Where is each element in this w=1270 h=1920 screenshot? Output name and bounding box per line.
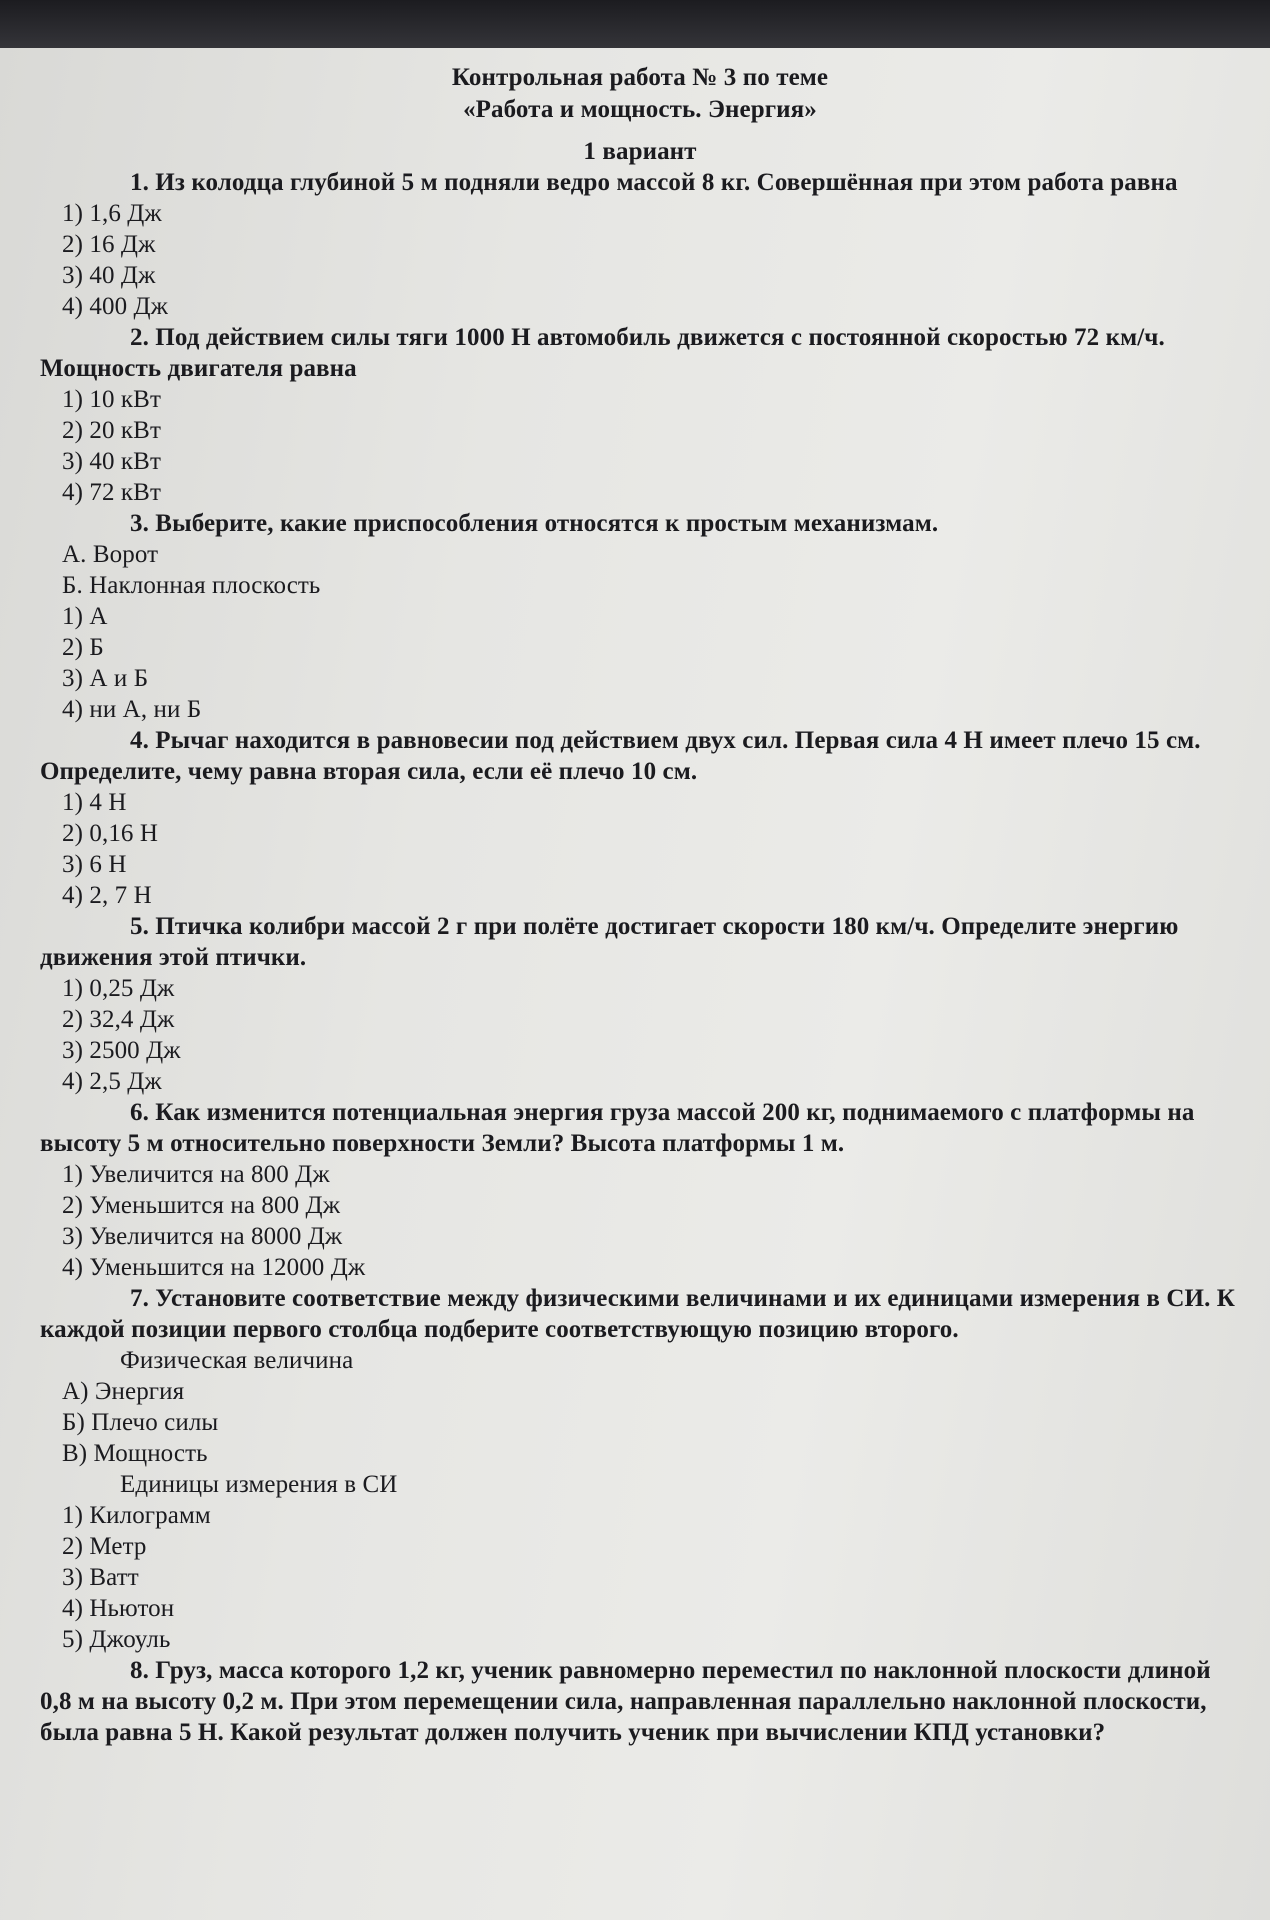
answer-option: 4) ни А, ни Б: [62, 696, 202, 723]
document-page: [0, 48, 1270, 1920]
question-2: [40, 322, 1240, 508]
column-caption: Единицы измерения в СИ: [120, 1471, 398, 1498]
doc-topic: «Работа и мощность. Энергия»: [463, 96, 817, 123]
doc-title: Контрольная работа № 3 по теме: [451, 64, 829, 91]
answer-option: 4) 72 кВт: [62, 479, 161, 506]
quantity-item: А) Энергия: [62, 1378, 185, 1405]
statement-item: Б. Наклонная плоскость: [62, 572, 321, 599]
answer-option: 1) Увеличится на 800 Дж: [62, 1161, 330, 1188]
answer-option: 1) 0,25 Дж: [62, 975, 175, 1002]
question-7: [40, 1283, 1240, 1655]
unit-item: 4) Ньютон: [62, 1595, 175, 1622]
question-4: [40, 725, 1240, 911]
unit-item: 1) Килограмм: [62, 1502, 211, 1529]
answer-option: 4) 2,5 Дж: [62, 1068, 162, 1095]
question-8: [40, 1655, 1240, 1748]
question-3: [40, 508, 1240, 725]
column-caption: Физическая величина: [120, 1347, 354, 1374]
answer-option: 4) Уменьшится на 12000 Дж: [62, 1254, 366, 1281]
answer-option: 3) Увеличится на 8000 Дж: [62, 1223, 343, 1250]
question-1: [40, 167, 1240, 322]
question-5: [40, 911, 1240, 1097]
answer-option: 1) 4 Н: [62, 789, 127, 816]
answer-option: 3) 40 кВт: [62, 448, 161, 475]
unit-item: 2) Метр: [62, 1533, 147, 1560]
unit-item: 5) Джоуль: [62, 1626, 171, 1653]
answer-option: 1) 10 кВт: [62, 386, 161, 413]
answer-option: 2) Уменьшится на 800 Дж: [62, 1192, 341, 1219]
answer-option: 2) 16 Дж: [62, 231, 156, 258]
answer-option: 3) А и Б: [62, 665, 149, 692]
answer-option: 4) 2, 7 Н: [62, 882, 152, 909]
question-text: 3. Выберите, какие приспособления относятся к простым механизмам.: [130, 510, 939, 537]
question-text: 8. Груз, масса которого 1,2 кг, ученик равномерно переместил по наклонной плоскости длиной 0,8 м на высоту 0,2 м. При этом перемещении сила, направленная параллельно наклонной плоскости, была равна 5 Н. Какой результат должен получить ученик при вычислении КПД установки?: [40, 1657, 1211, 1746]
answer-option: 1) А: [62, 603, 108, 630]
question-6: [40, 1097, 1240, 1283]
answer-option: 2) 0,16 Н: [62, 820, 159, 847]
answer-option: 4) 400 Дж: [62, 293, 169, 320]
answer-option: 3) 2500 Дж: [62, 1037, 181, 1064]
answer-option: 3) 40 Дж: [62, 262, 156, 289]
answer-option: 2) 20 кВт: [62, 417, 161, 444]
answer-option: 2) 32,4 Дж: [62, 1006, 175, 1033]
unit-item: 3) Ватт: [62, 1564, 139, 1591]
quantity-item: В) Мощность: [62, 1440, 208, 1467]
answer-option: 3) 6 Н: [62, 851, 127, 878]
question-text: 6. Как изменится потенциальная энергия груза массой 200 кг, поднимаемого с платформы на высоту 5 м относительно поверхности Земли? Высота платформы 1 м.: [40, 1099, 1195, 1157]
question-text: 5. Птичка колибри массой 2 г при полёте достигает скорости 180 км/ч. Определите энергию движения этой птички.: [40, 913, 1179, 971]
question-text: 2. Под действием силы тяги 1000 Н автомобиль движется с постоянной скоростью 72 км/ч. Мощность двигателя равна: [40, 324, 1165, 382]
question-text: 7. Установите соответствие между физическими величинами и их единицами измерения в СИ. К каждой позиции первого столбца подберите соответствующую позицию второго.: [40, 1285, 1236, 1343]
quantity-item: Б) Плечо силы: [62, 1409, 219, 1436]
statement-item: А. Ворот: [62, 541, 159, 568]
question-text: 1. Из колодца глубиной 5 м подняли ведро массой 8 кг. Совершённая при этом работа равна: [130, 169, 1178, 196]
answer-option: 2) Б: [62, 634, 104, 661]
answer-option: 1) 1,6 Дж: [62, 200, 162, 227]
doc-variant: 1 вариант: [583, 138, 697, 165]
question-text: 4. Рычаг находится в равновесии под действием двух сил. Первая сила 4 Н имеет плечо 15 см. Определите, чему равна вторая сила, если её плечо 10 см.: [40, 727, 1201, 785]
